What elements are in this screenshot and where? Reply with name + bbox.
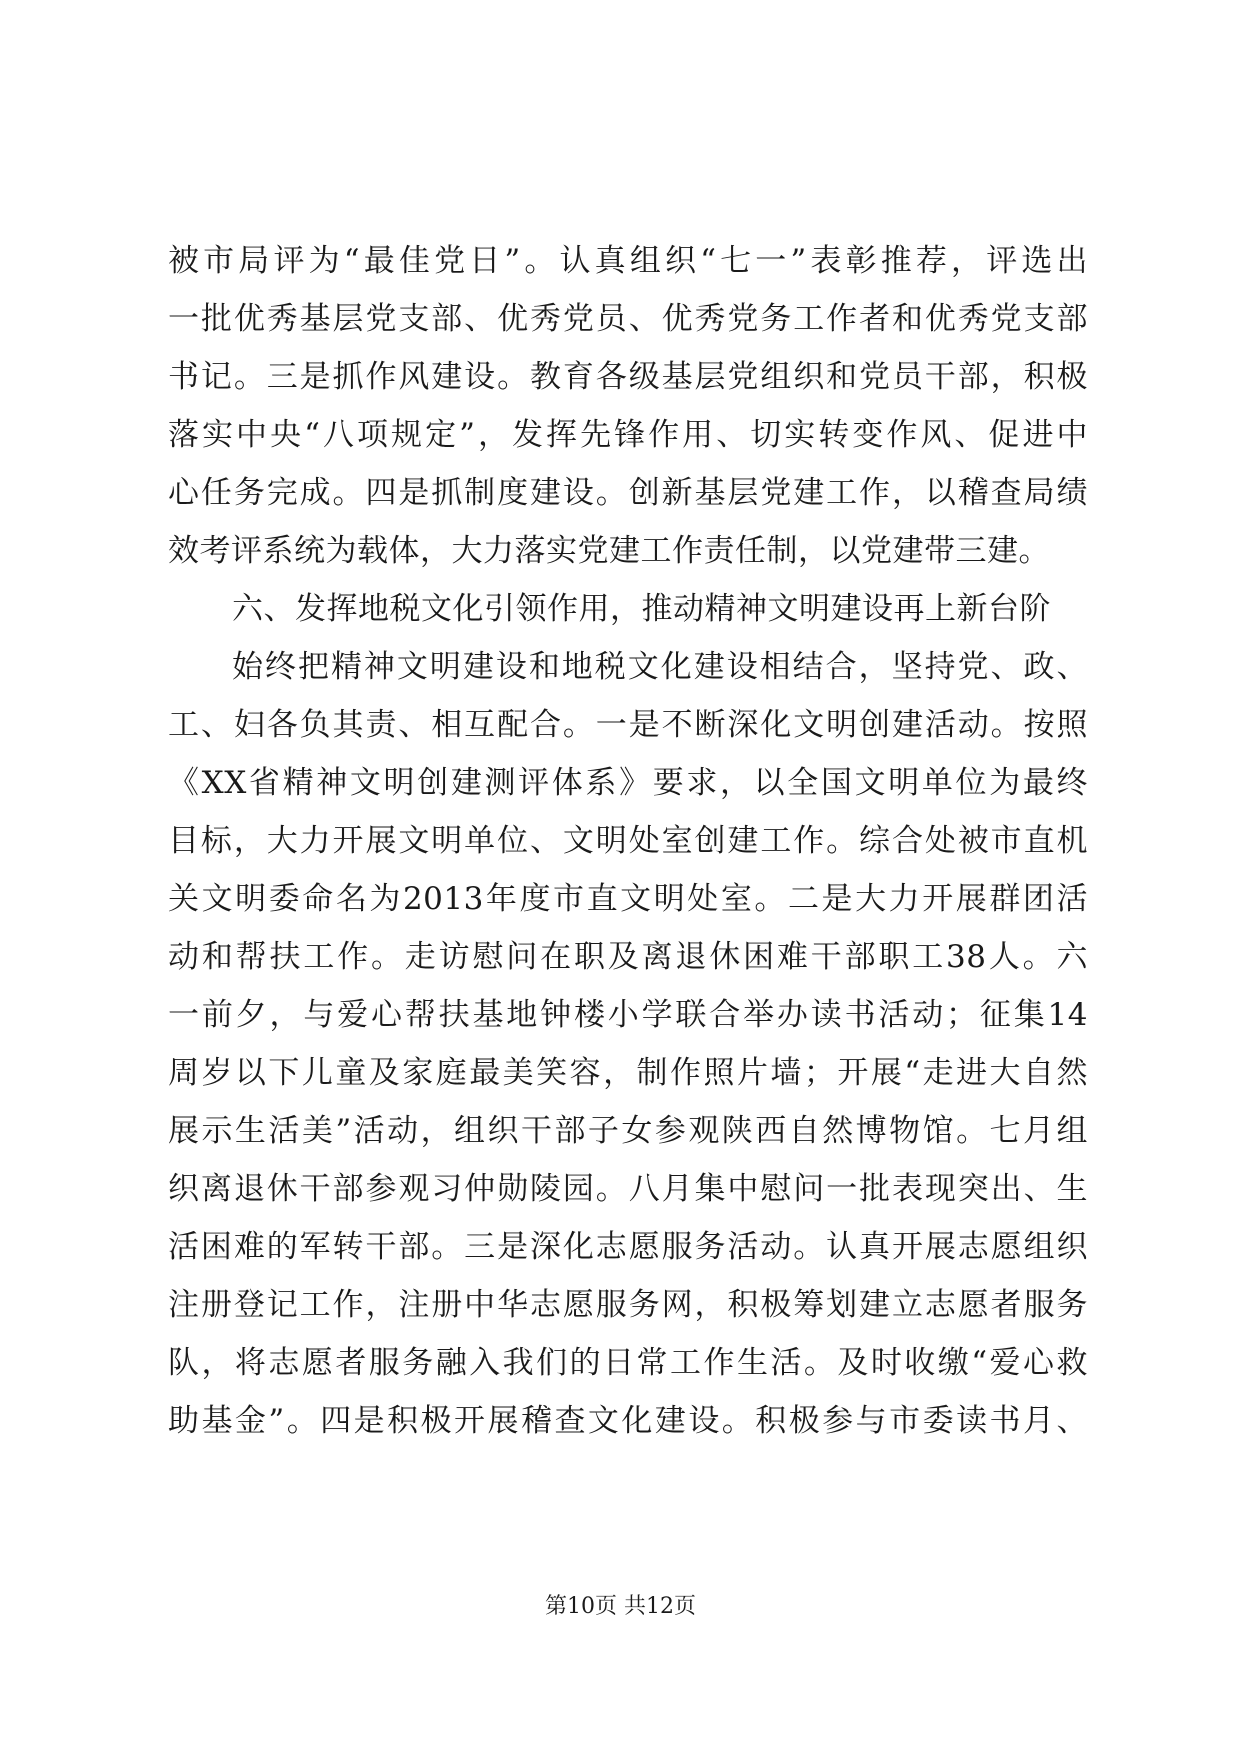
page-number-footer: 第10页 共12页 [545,1594,696,1619]
text-line: 周岁以下儿童及家庭最美笑容，制作照片墙；开展“走进大自然 [168,1055,1088,1091]
text-line: 织离退休干部参观习仲勋陵园。八月集中慰问一批表现突出、生 [168,1171,1088,1207]
text-line: 一批优秀基层党支部、优秀党员、优秀党务工作者和优秀党支部 [168,301,1088,337]
text-line: 《XX省精神文明创建测评体系》要求，以全国文明单位为最终 [168,765,1088,801]
text-line: 被市局评为“最佳党日”。认真组织“七一”表彰推荐，评选出 [168,243,1088,279]
section-heading: 六、发挥地税文化引领作用，推动精神文明建设再上新台阶 [232,591,1051,627]
text-line: 一前夕，与爱心帮扶基地钟楼小学联合举办读书活动；征集14 [168,997,1088,1033]
text-line: 活困难的军转干部。三是深化志愿服务活动。认真开展志愿组织 [168,1229,1088,1265]
document-body [168,232,1088,1450]
text-line: 展示生活美”活动，组织干部子女参观陕西自然博物馆。七月组 [168,1113,1088,1149]
text-line: 关文明委命名为2013年度市直文明处室。二是大力开展群团活 [168,881,1088,917]
text-line: 工、妇各负其责、相互配合。一是不断深化文明创建活动。按照 [168,707,1088,743]
text-line: 动和帮扶工作。走访慰问在职及离退休困难干部职工38人。六 [168,939,1088,975]
text-line: 心任务完成。四是抓制度建设。创新基层党建工作，以稽查局绩 [168,475,1088,511]
text-line: 书记。三是抓作风建设。教育各级基层党组织和党员干部，积极 [168,359,1088,395]
text-line: 落实中央“八项规定”，发挥先锋作用、切实转变作风、促进中 [168,417,1088,453]
text-line: 注册登记工作，注册中华志愿服务网，积极筹划建立志愿者服务 [168,1287,1088,1323]
text-line: 始终把精神文明建设和地税文化建设相结合，坚持党、政、 [232,649,1088,685]
text-line: 目标，大力开展文明单位、文明处室创建工作。综合处被市直机 [168,823,1088,859]
text-line: 助基金”。四是积极开展稽查文化建设。积极参与市委读书月、 [168,1403,1088,1439]
text-line: 队，将志愿者服务融入我们的日常工作生活。及时收缴“爱心救 [168,1345,1088,1381]
text-line: 效考评系统为载体，大力落实党建工作责任制，以党建带三建。 [168,533,1050,569]
